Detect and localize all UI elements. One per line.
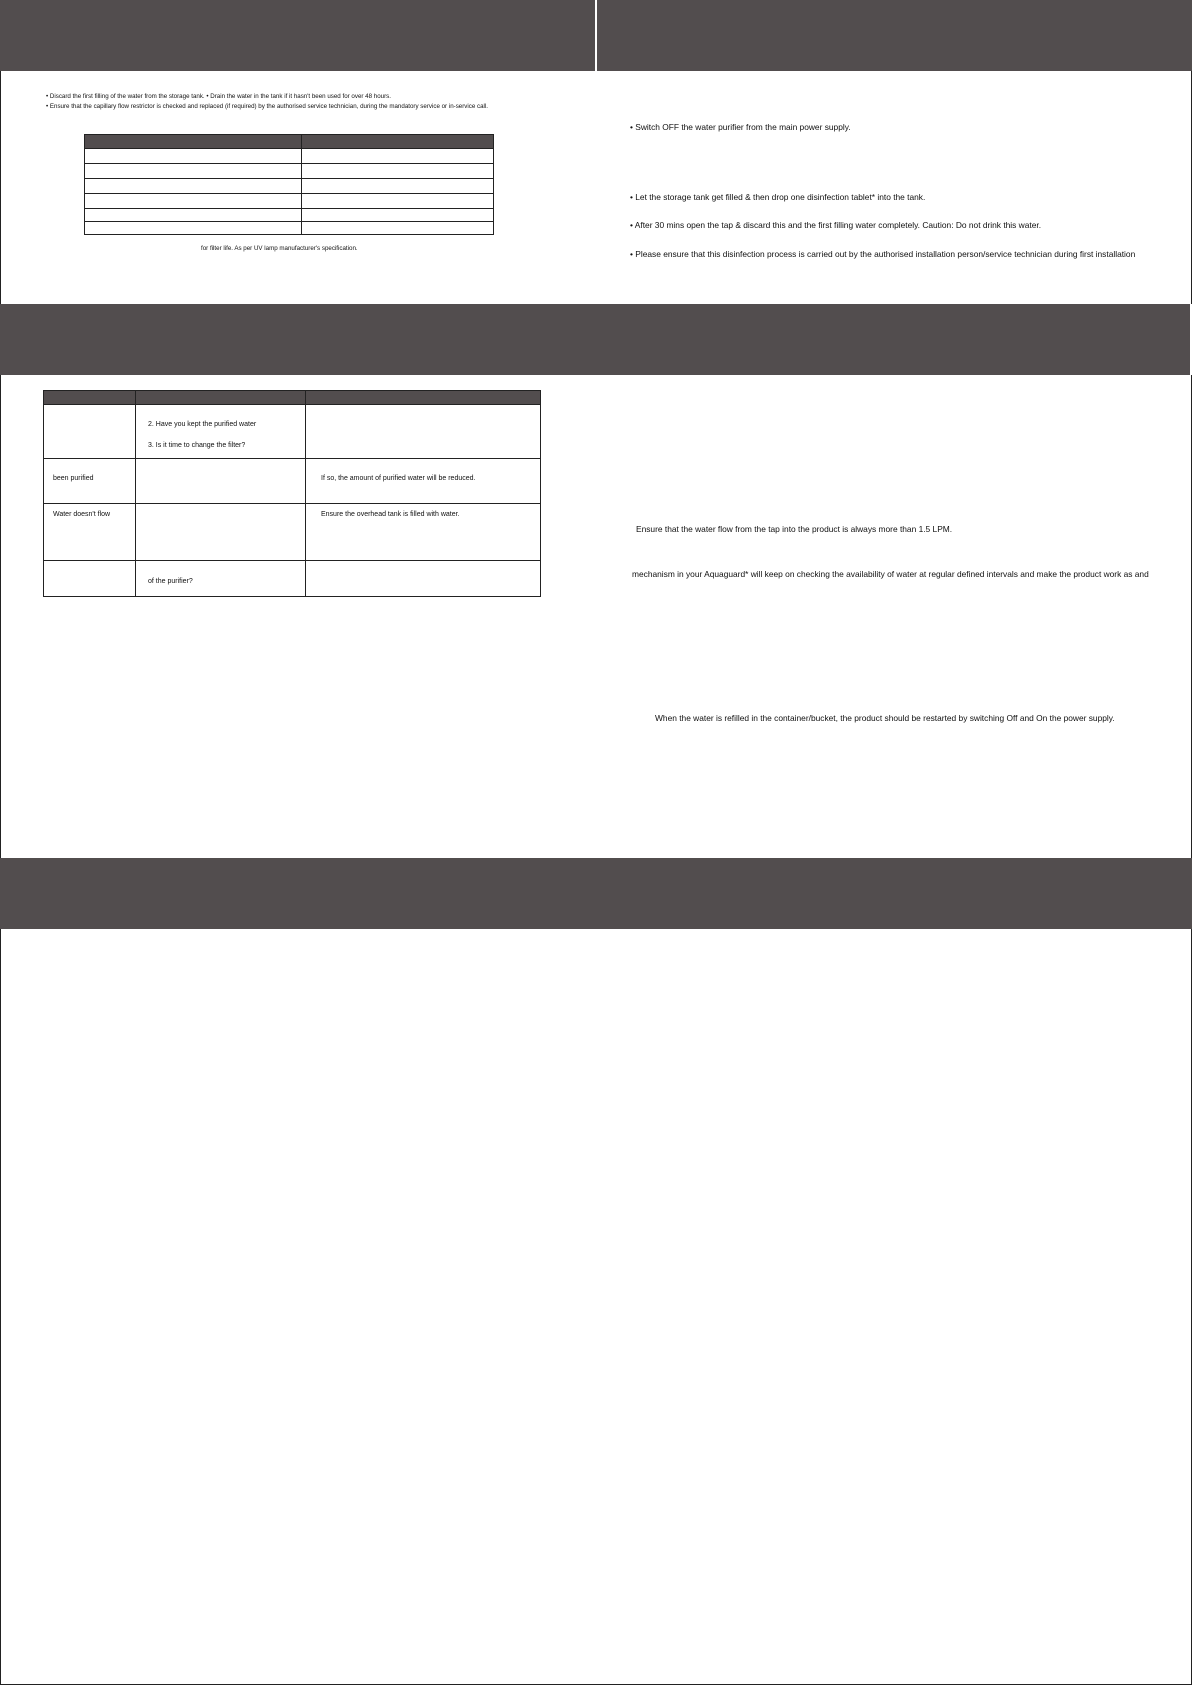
table-row [85, 164, 494, 179]
disinfection-step-2: • Let the storage tank get filled & then drop one disinfection tablet* into the tank. [630, 192, 926, 202]
table-row [44, 561, 541, 597]
remedy-reduced-water: If so, the amount of purified water will be reduced. [321, 475, 476, 482]
water-flow-note: Ensure that the water flow from the tap into the product is always more than 1.5 LPM. [636, 524, 953, 534]
troubleshooting-table-header [44, 391, 541, 405]
header-band-middle [0, 304, 1190, 375]
table-row [85, 194, 494, 209]
disinfection-step-3: • After 30 mins open the tap & discard this and the first filling water completely. Caution: Do not drink this water. [630, 220, 1042, 230]
filter-life-table-header [85, 135, 494, 149]
check-change-filter: 3. Is it time to change the filter? [148, 442, 246, 449]
maintenance-note-2: • Ensure that the capillary flow restrictor is checked and replaced (if required) by the authorised service technician, during the mandatory service or in-service call. [46, 103, 489, 110]
filter-life-table [84, 134, 494, 235]
table-row [85, 209, 494, 222]
check-kept-purified-water: 2. Have you kept the purified water [148, 421, 257, 428]
disinfection-step-4: • Please ensure that this disinfection process is carried out by the authorised installation person/service technician during first installation [630, 249, 1136, 259]
filter-table-footnote: for filter life. As per UV lamp manufacturer's specification. [201, 245, 358, 252]
header-divider [595, 0, 597, 71]
problem-water-doesnt-flow: Water doesn't flow [53, 511, 111, 518]
table-row [85, 179, 494, 194]
auto-check-mechanism-note: mechanism in your Aquaguard* will keep on checking the availability of water at regular defined intervals and make the product work as and [632, 569, 1149, 579]
table-row [85, 222, 494, 235]
table-row [44, 504, 541, 561]
restart-power-note: When the water is refilled in the container/bucket, the product should be restarted by switching Off and On the power supply. [655, 713, 1115, 723]
problem-been-purified: been purified [53, 475, 94, 482]
table-row [44, 405, 541, 459]
maintenance-note-1: • Discard the first filling of the water from the storage tank. • Drain the water in the tank if it hasn't been used for over 48 hours. [46, 93, 391, 100]
disinfection-step-1: • Switch OFF the water purifier from the main power supply. [630, 122, 851, 132]
header-band-bottom [0, 858, 1192, 929]
table-row [44, 459, 541, 504]
troubleshooting-table [43, 390, 541, 597]
check-of-the-purifier: of the purifier? [148, 578, 193, 585]
table-row [85, 149, 494, 164]
section-blank-frame [0, 929, 1192, 1685]
remedy-overhead-tank: Ensure the overhead tank is filled with water. [321, 511, 460, 518]
